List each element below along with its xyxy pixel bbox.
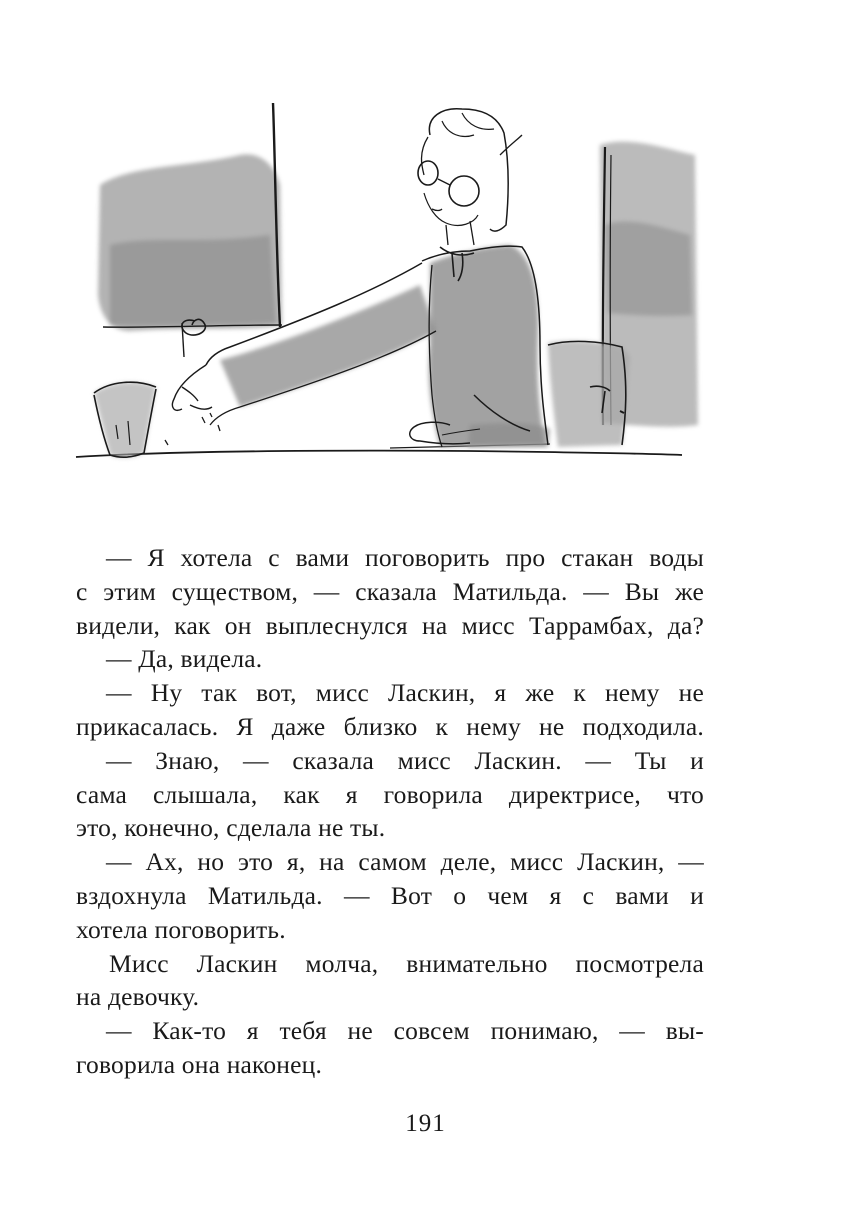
text-line: — Знаю, — сказала мисс Ласкин. — Ты и [106, 745, 704, 775]
text-line: с этим существом, — сказала Матильда. — Вы же [76, 576, 704, 606]
left-window [98, 103, 282, 357]
desk-edge [76, 451, 682, 457]
text-line: говорила она наконец. [76, 1049, 323, 1079]
text-line: прикасалась. Я даже близко к нему не подходила. [76, 711, 704, 741]
body-text [76, 541, 704, 1082]
text-line: — Ах, но это я, на самом деле, мисс Ласкин, — [106, 847, 704, 877]
text-line: сама слышала, как я говорила директрисе, что [76, 779, 704, 809]
water-glass [94, 382, 156, 458]
text-line: — Да, видела. [106, 644, 263, 674]
text-line: на девочку. [76, 982, 200, 1012]
text-line: Мисс Ласкин молча, внимательно посмотрела [109, 948, 704, 978]
text-line: вздохнула Матильда. — Вот о чем я с вами и [76, 880, 704, 910]
text-line: хотела поговорить. [76, 914, 286, 944]
text-line: — Ну так вот, мисс Ласкин, я же к нему не [106, 678, 704, 708]
text-line: — Как-то я тебя не совсем понимаю, — вы- [106, 1016, 704, 1046]
text-line: это, конечно, сделала не ты. [76, 813, 386, 843]
text-line: видели, как он выплеснулся на мисс Таррамбах, да? [76, 610, 704, 640]
text-line: — Я хотела с вами поговорить про стакан воды [106, 543, 704, 572]
illustration-woman-at-desk [70, 95, 710, 475]
page-number: 191 [405, 1110, 446, 1137]
chair [548, 341, 630, 447]
